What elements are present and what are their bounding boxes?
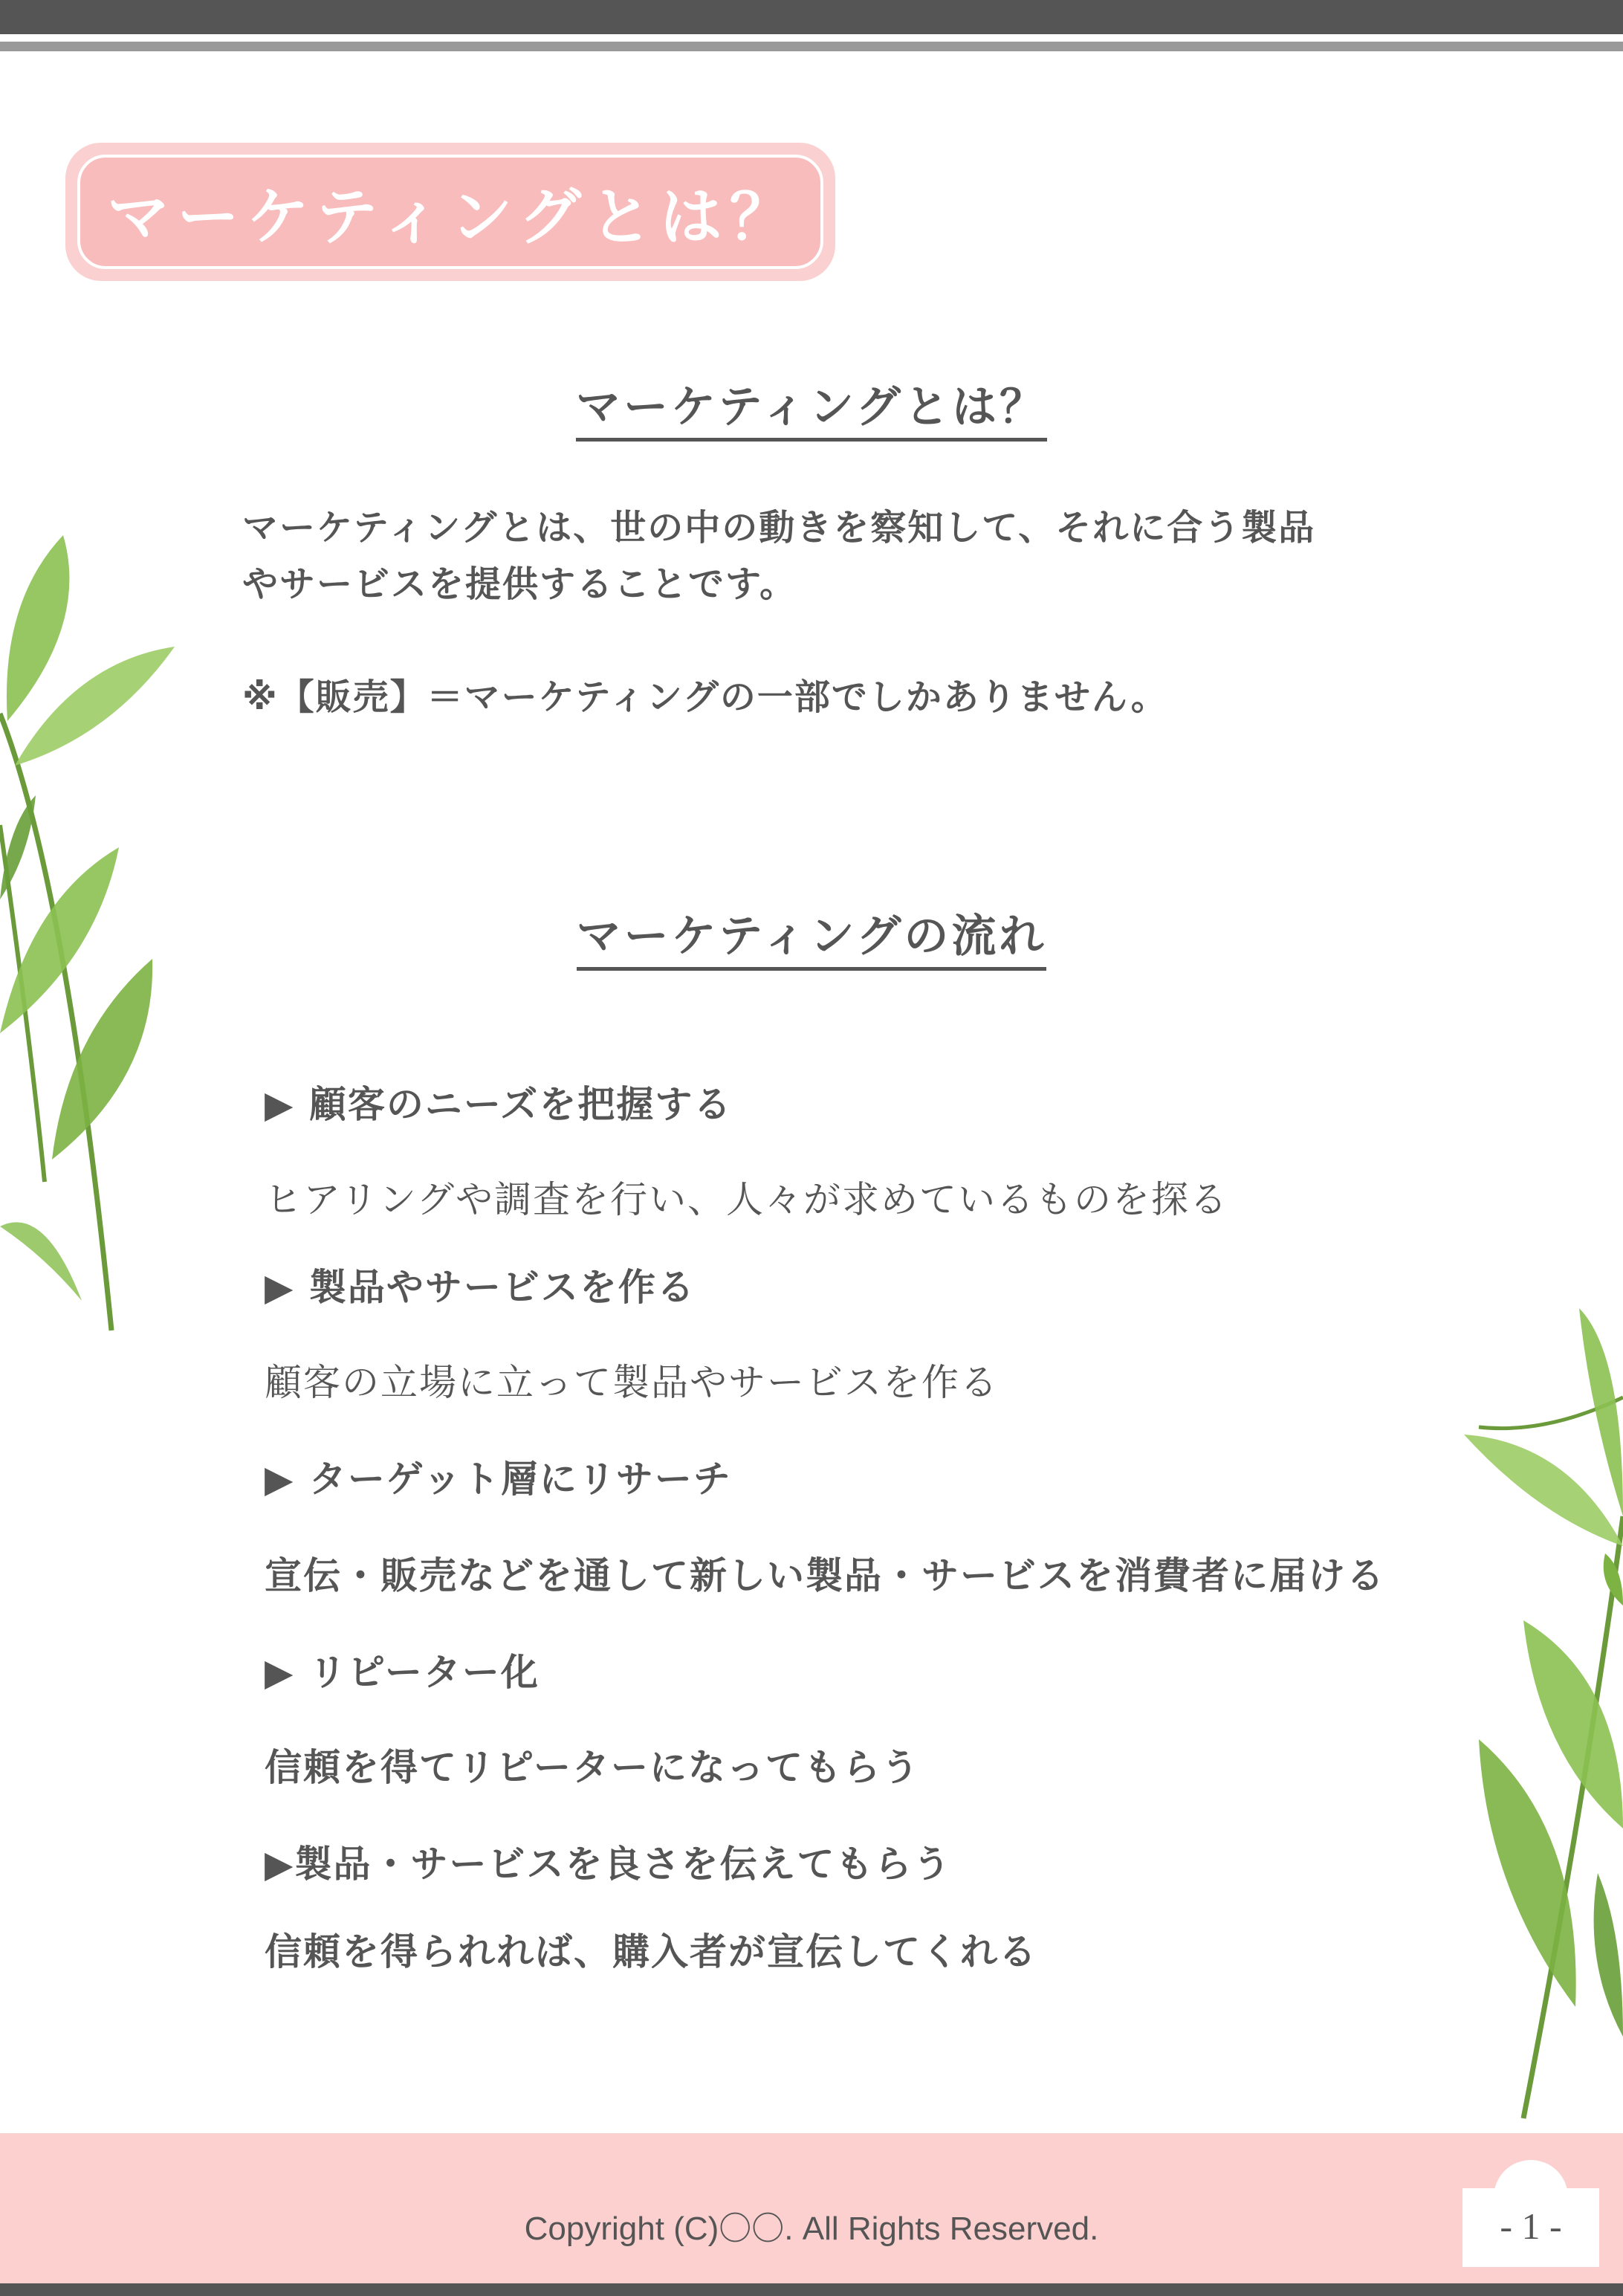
flow-step-desc: 宣伝・販売などを通して新しい製品・サービスを消費者に届ける: [265, 1554, 1385, 1597]
title-badge: [65, 143, 835, 281]
section1-heading-text: マーケティングとは？: [576, 381, 1047, 442]
flow-step-desc: 信頼を得てリピーターになってもらう: [265, 1746, 920, 1789]
flow-step-title: ▶製品・サービスを良さを伝えてもらう: [265, 1843, 952, 1886]
section1-paragraph-line2: やサービスを提供することです。: [242, 563, 797, 605]
flow-step-desc: ヒアリングや調査を行い、人々が求めているものを探る: [265, 1178, 1228, 1221]
flow-step-title: ▶ ターゲット層にリサーチ: [265, 1458, 732, 1501]
section1-note: ※【販売】＝マーケティングの一部でしかありません。: [242, 676, 1168, 718]
flow-step-title: ▶ 顧客のニーズを把握する: [265, 1083, 733, 1126]
page-number: - 1 -: [1500, 2205, 1562, 2247]
section2-heading: [0, 901, 1623, 965]
flow-step-desc: 顧客の立場に立って製品やサービスを作る: [265, 1361, 999, 1404]
section1-paragraph: [242, 499, 1461, 612]
flow-step-title: ▶ 製品やサービスを作る: [265, 1266, 696, 1309]
flow-step-desc: 信頼を得られれば、購入者が宣伝してくれる: [265, 1930, 1037, 1973]
page-title: マーケティングとは？: [107, 180, 800, 253]
section2-heading-text: マーケティングの流れ: [577, 911, 1047, 971]
title-badge-inner: [77, 155, 823, 269]
leaf-branch-right-icon: [1449, 1293, 1623, 2126]
top-line: [0, 42, 1623, 51]
section1-paragraph-line1: マーケティングとは、世の中の動きを察知して、それに合う製品: [242, 507, 1316, 549]
top-bar: [0, 0, 1623, 34]
section1-heading: [0, 372, 1623, 436]
copyright-text: Copyright (C)〇〇. All Rights Reserved.: [524, 2211, 1099, 2247]
footer-bottom-bar: [0, 2283, 1623, 2296]
flow-step-title: ▶ リピーター化: [265, 1651, 540, 1694]
